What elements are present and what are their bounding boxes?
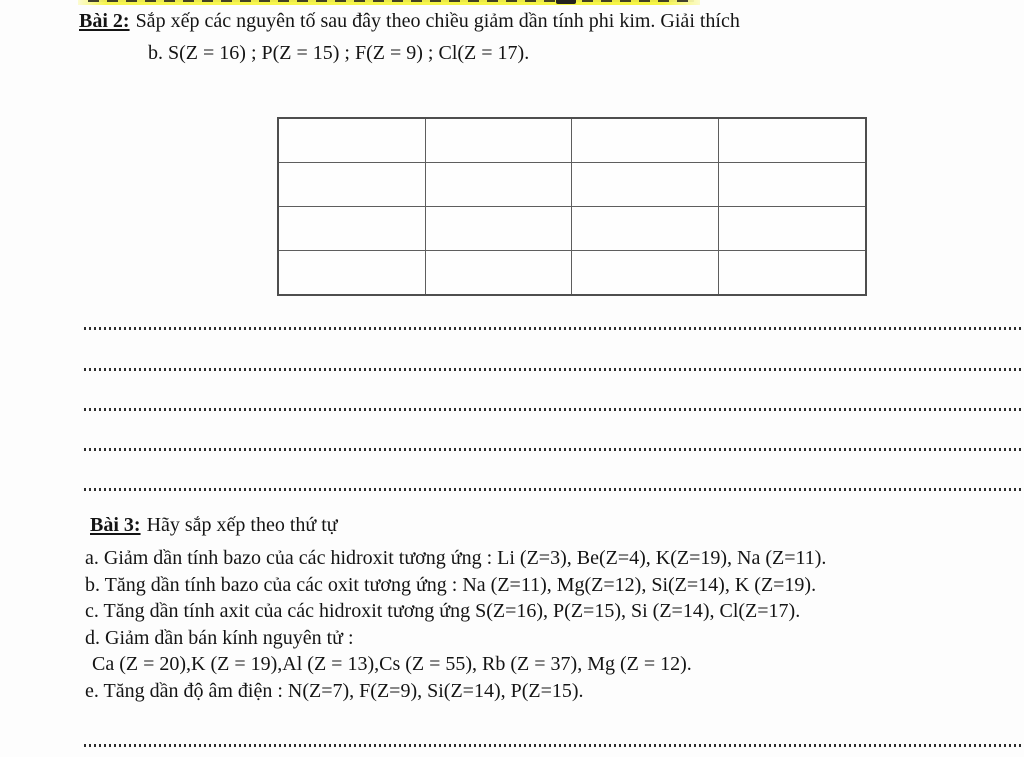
exercise-3-item-d-elements: Ca (Z = 20),K (Z = 19),Al (Z = 13),Cs (Z = 55), Rb (Z = 37), Mg (Z = 12). bbox=[92, 653, 692, 675]
dotted-answer-line bbox=[84, 488, 1024, 491]
exercise-3-title: Hãy sắp xếp theo thứ tự bbox=[146, 514, 338, 536]
table-cell bbox=[719, 207, 866, 251]
table-cell bbox=[278, 251, 425, 296]
exercise-3-item-a: a. Giảm dần tính bazo của các hidroxit tương ứng : Li (Z=3), Be(Z=4), K(Z=19), Na (Z=11). bbox=[85, 547, 827, 569]
exercise-3-label: Bài 3: bbox=[90, 514, 141, 536]
highlight-text-fragment bbox=[556, 0, 576, 4]
dotted-answer-line bbox=[84, 368, 1024, 371]
table-row bbox=[278, 163, 866, 207]
table-cell bbox=[278, 163, 425, 207]
dotted-answer-line bbox=[84, 448, 1024, 451]
table-cell bbox=[572, 163, 719, 207]
exercise-2-item-b: b. S(Z = 16) ; P(Z = 15) ; F(Z = 9) ; Cl(Z = 17). bbox=[148, 42, 530, 64]
table-cell bbox=[572, 207, 719, 251]
dotted-answer-line bbox=[84, 744, 1024, 747]
exercise-3-item-e: e. Tăng dần độ âm điện : N(Z=7), F(Z=9), Si(Z=14), P(Z=15). bbox=[85, 680, 584, 702]
table-cell bbox=[719, 163, 866, 207]
table-cell bbox=[278, 118, 425, 163]
exercise-3-item-d: d. Giảm dần bán kính nguyên tử : bbox=[85, 627, 354, 649]
dotted-answer-line bbox=[84, 408, 1024, 411]
exercise-2-title: Sắp xếp các nguyên tố sau đây theo chiều giảm dần tính phi kim. Giải thích bbox=[135, 10, 740, 32]
table-row bbox=[278, 118, 866, 163]
exercise-3-heading bbox=[90, 512, 338, 538]
exercise-3-item-b: b. Tăng dần tính bazo của các oxit tương ứng : Na (Z=11), Mg(Z=12), Si(Z=14), K (Z=19). bbox=[85, 574, 817, 596]
table-cell bbox=[572, 118, 719, 163]
exercise-2-heading bbox=[79, 8, 740, 34]
table-cell bbox=[719, 118, 866, 163]
table-cell bbox=[278, 207, 425, 251]
table-cell bbox=[425, 118, 572, 163]
highlighted-text-strip bbox=[78, 0, 700, 5]
dotted-answer-line bbox=[84, 327, 1024, 330]
table-cell bbox=[425, 163, 572, 207]
table-row bbox=[278, 251, 866, 296]
table-cell bbox=[572, 251, 719, 296]
table-row bbox=[278, 207, 866, 251]
table-cell bbox=[425, 207, 572, 251]
table-cell bbox=[719, 251, 866, 296]
table-cell bbox=[425, 251, 572, 296]
answers-table bbox=[277, 117, 867, 296]
exercise-3-item-c: c. Tăng dần tính axit của các hidroxit tương ứng S(Z=16), P(Z=15), Si (Z=14), Cl(Z=17). bbox=[85, 600, 801, 622]
exercise-2-label: Bài 2: bbox=[79, 10, 130, 32]
